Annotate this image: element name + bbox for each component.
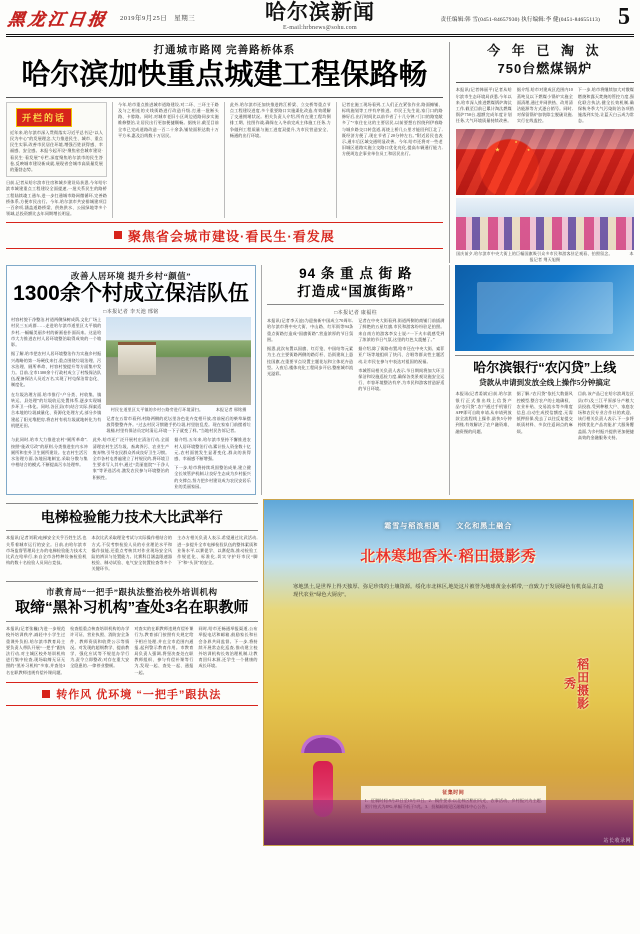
ad-bottom-gradient <box>264 800 633 845</box>
section-banner-text: 聚焦省会城市建设·看民生·看发展 <box>128 228 335 244</box>
rice-advertisement <box>263 499 634 846</box>
elevator-para-2: 本次比武采取理论考试与实际操作相结合的方式,不仅考察检验人员的专业理论水平和操作技能,还重点考核其对作业现场安全风险的辨识与处置能力。比赛科目涵盖限速器校验、制动试验、电气安全装置检查等多个关键环节。 <box>91 535 173 572</box>
flagstreet-col-1 <box>267 318 353 392</box>
star-icon <box>527 148 530 151</box>
flag-photo <box>456 129 634 195</box>
bottom-banner-text: 转作风 优环境 “一把手”跟执法 <box>56 688 222 701</box>
training-col-3 <box>134 626 193 676</box>
ad-card-title: 征集时间 <box>442 791 465 796</box>
bank-story <box>449 265 634 495</box>
boiler-headline-line2: 750台燃煤锅炉 <box>497 60 593 76</box>
bank-para-2: 据了解,“农闪贷”依托大数据风控模型,整合农户的土地确权、农业补贴、交易流水等多维度信息,自动生成授信额度,无需抵押担保,免去了以往反复提交纸质材料、多次往返网点的麻烦。 <box>516 391 573 434</box>
boiler-para-3: 下一步,哈市将继续加大对散煤燃烧和露天焚烧的管控力度,强化联合执法,健全长效机制,确保秋冬季大气污染防治各项措施落到实处,让蓝天白云成为常态。 <box>577 87 634 124</box>
boiler-rule <box>456 82 634 83</box>
training-rule-bottom <box>6 621 258 622</box>
lead-col-2 <box>118 102 219 218</box>
elevator-col-3 <box>177 535 258 572</box>
bank-col-3 <box>578 391 634 441</box>
boiler-col-1 <box>456 87 512 124</box>
elevator-columns <box>6 535 258 572</box>
village-para-6: 此外,哈市还广泛开展村庄清洁行动,全面清理农村生活垃圾、畜禽粪污、农业生产废弃物,引导农民群众养成良好卫生习惯。全市各村屯普遍建立了村规民约,将环境卫生要求写入其中,通过“美丽庭院”“干净人家”等评选活动,激发农民参与环境整治的积极性。 <box>92 437 170 480</box>
masthead-rule-thin <box>6 36 634 37</box>
page-number: 5 <box>618 4 630 30</box>
training-col-4 <box>198 626 257 676</box>
flagstreet-para-2: 据悉,此次布置以国旗、红灯笼、中国结等元素为主,在主要街路两侧的路灯杆、沿街建筑上悬挂国旗,在重要节点设置主题花坛和立体花卉造型。入夜后,楼体亮化工程同步开启,整座城市流光溢彩。 <box>266 346 354 376</box>
village-col-1 <box>11 317 101 434</box>
training-col-1 <box>6 626 65 676</box>
flagstreet-para-4: 据介绍,除了街路布置,哈市还在中央大街、索菲亚广场等地组织了快闪、合唱等群众性主题活动,让市民在参与中表达对祖国的祝福。 <box>358 346 445 364</box>
village-para-5: 与此同时,哈市大力推进农村“厕所革命”,按照“能改尽改”的原则,分类推进室内水冲厕所和室外卫生厕所建设。在农村生活污水治理方面,各地因地制宜,采取分散与集中相结合的模式,不断提高污水处理率。 <box>11 437 88 468</box>
village-col-5 <box>11 437 88 490</box>
flagstreet-headline-line2: 打造成“国旗街路” <box>297 283 415 299</box>
training-rule-top <box>6 581 258 582</box>
lead-para-4: 记者在施工现场看到,工人们正在紧张作业,路面摊铺、标线施划等工序有序推进。市民王先生说,家门口的路修好后,出行时间比以前节省了十几分钟,“门口的路宽敞多了”“家住在这的主要居民,以前要想右拐绕到伊春路与城乡路交口转盘道,再绕上桥几公里才能回到江北了,既经济方便了,现在节省了20分钟左右。”附近居民也表示,通车后区域交通明显改善。今年,哈市还将对一些老旧城区道路实施立交路口优化亮化,提高车辆通行能力,方便周边企事业单位员工和居民出行。 <box>341 101 443 157</box>
section-title: 哈尔滨新闻 <box>265 0 375 24</box>
elevator-col-1 <box>6 535 87 572</box>
bank-subhead: 贷款从申请到发放全线上操作5分钟搞定 <box>479 378 611 388</box>
celebration-photo <box>456 198 634 250</box>
lead-para-1: 日前,记者从哈尔滨市住房和城乡建设局获悉,今年哈尔滨市城建重点工程建设全面提速,一批关系民生的路桥工程陆续竣工通车,进一步打通城市路网微循环,完善路桥体系,方便市民出行。今年,哈尔滨市共安排城建项目一百余项,涵盖道路桥梁、供热供水、公园绿地等多个领域,总投资额比去年同期增长明显。 <box>6 180 107 217</box>
flag-photo-caption: 国庆前夕,哈尔滨市中央大街上的巨幅国旗吸引众多市民和游客驻足观看、拍照留念。 本报记者 荆天旭摄 <box>456 251 634 263</box>
bank-col-2 <box>517 391 573 441</box>
star-icon <box>495 147 500 152</box>
training-para-3: 对查实的在职教师违规有偿补课行为,教育部门按照有关规定给予相应处理,并在全市范围内通报,起到警示教育作用。市教育局负责人强调,将坚决查处在职教师组织、参与有偿补课等行为,发现一起、查处一起、通报一起。 <box>134 626 194 675</box>
flagstreet-para-1: 本报讯(记者李天池)为迎接新中国成立70周年,哈尔滨市将中央大街、中山路、红军街等94条重点街路打造成“国旗街路”,营造浓厚的节日氛围。 <box>266 318 354 342</box>
village-shoulder: 改善人居环境 提升乡村“颜值” <box>70 271 192 282</box>
lead-headline: 哈尔滨加快重点城建工程保路畅 <box>21 59 428 92</box>
elevator-col-2 <box>92 535 173 572</box>
village-photo <box>106 317 251 405</box>
opening-badge: 开栏的话 <box>16 108 72 127</box>
middle-section <box>6 265 634 495</box>
bank-col-1 <box>455 391 511 441</box>
bank-para-1: 本报讯(记者姜斌)日前,哈尔滨银行正式推出线上信贷产品“农闪贷”,农户通过手机银行APP即可自助申请,从申请到放款全流程线上操作,最快5分钟到账,有效解决了农户融资难、融资慢的问题。 <box>455 391 512 434</box>
lead-col-3 <box>230 102 331 218</box>
village-photo-col <box>106 317 251 434</box>
flagstreet-headline-line1: 94 条 重 点 街 路 <box>299 266 413 282</box>
training-headline: 取缔“黑补习机构”查处3名在职教师 <box>15 598 249 616</box>
lead-para-2: 今年,哈市重点推进城市道路建设,对二环、三环主干路及与之相连的支线街路进行改造升级,打通一批断头路、卡脖路。同时,对城市老旧小区周边道路同步实施维修整治,让居民出行更加便捷顺畅。据统计,截至目前全市已完成道路改造一百二十余条,铺装面积达数十万平方米,惠及沿线数十万居民。 <box>117 101 219 138</box>
village-para-1: 村容村貌干净整洁,村道两侧绿树成荫,文化广场上村民三五成群……走进哈尔滨市道里区太平镇的乡村,一幅幅美丽乡村的新画卷扑面而来。这是哈市大力推进农村人居环境整治取得成效的一个缩影。 <box>11 317 102 348</box>
elevator-rule-bottom <box>6 530 258 531</box>
bank-columns <box>455 391 634 441</box>
flagstreet-rule <box>267 304 445 305</box>
village-photo-caption: 村民在道里区太平镇的乡村公路旁进行环境清扫。 本报记者 邢铭摄 <box>110 406 247 412</box>
village-para-7: 据介绍,五年来,哈尔滨市坚持不懈推进农村人居环境整治行动,累计投入资金数十亿元,农村面貌发生显著变化,群众的获得感、幸福感不断增强。 <box>174 437 251 462</box>
village-para-4: 记者在五常市看到,村路两侧的花坛里各色花卉竞相开放,房前屋后的柴草垛摆放得整整齐齐。“过去村民习惯随手扔垃圾,村里脏乱差。现在家家门前摆着垃圾桶,村里有保洁员定时清运,环境一下子就变了样。”当地村民告诉记者。 <box>106 415 251 434</box>
flag-street-story <box>261 265 445 495</box>
lead-para-3: 此外,哈尔滨市还加快推进跨江桥梁、立交桥等重点节点工程建设进度,多个重要路口实施渠化改造,有效缓解了交通拥堵状况。相关负责人介绍,所有在建工程均倒排工期、挂图作战,确保在入冬前完成主体施工任务,力争做到工程质量与施工进度双提升,为市民营造安全、畅通的出行环境。 <box>229 101 331 138</box>
training-para-2: 检查组重点核查培训机构的办学许可证、营业执照、消防安全条件、教师资质和收费公示等情况。对发现的超纲教学、提前教学、强化应试等不规范办学行为,责令立即整改;对存在重大安全隐患的,一律停业整顿。 <box>70 626 130 669</box>
newspaper-logo: 黑龙江日报 <box>6 9 110 29</box>
training-shoulder: 市教育局“一把手”跟执法整治校外培训机构 <box>46 586 218 597</box>
village-para-2: 据了解,哈市把农村人居环境整治作为实施乡村振兴战略的第一场硬仗来打,重点围绕垃圾治理、污水治理、厕所革命、村容村貌提升等方面集中发力。目前,全市1300余个行政村成立了村级保洁队伍,配备保洁人员近万名,实现了村屯保洁常态化、制度化。 <box>11 351 102 388</box>
village-col-7 <box>174 437 251 490</box>
elevator-headline: 电梯检验能力技术大比武举行 <box>40 509 223 526</box>
boiler-col-2 <box>517 87 573 124</box>
ad-paragraph: 寒地黑土,是世界上得天独厚、弥足珍贵的土壤资源。绥化市北林区,地处这片被誉为地球黄金水稻带,一直致力于发展绿色有机食品,打造现代农业“绿色大厨房”。 <box>293 583 604 599</box>
elevator-rule-top <box>6 503 258 504</box>
star-icon <box>515 140 518 143</box>
bottom-banner <box>6 682 258 706</box>
elevator-para-3: 主办方相关负责人表示,希望通过比武活动,进一步提升全市电梯检验队伍的整体素质和业务水平,以赛促学、以赛促练,推动检验工作规范化、标准化,切实守护好市民“脚下”和“头顶”的安全。 <box>177 535 258 566</box>
lead-columns <box>6 102 443 218</box>
village-columns-bottom <box>11 437 251 490</box>
banner-square-icon <box>42 690 50 698</box>
ad-ribbon-text: 霜雪与稻浪相遇 文化和黑土融合 <box>384 521 513 530</box>
bank-para-3: 目前,该产品已在哈尔滨周边区县(市)及三江平原部分产粮大县投放,受到种粮大户、家庭农场和农民专业合作社的欢迎。该行相关负责人表示,下一步将持续优化产品功能,扩大服务覆盖面,为乡村振兴提供更加便捷高效的金融服务支持。 <box>577 391 634 440</box>
ad-vertical-title: 稻田摄影秀 <box>562 657 590 710</box>
publication-date: 2019年9月25日 星期三 <box>120 14 196 22</box>
bottom-left-column <box>6 499 258 846</box>
opening-text: 近年来,哈尔滨市深入贯彻落实习近平总书记“以人民为中心”的发展理念,大力推进民生、城市、重点民生实事,改善市民居住环境,增强百姓获得感、幸福感、安全感。本报今起开设“聚焦省会城市建设·看民生·看发展”专栏,深度聚焦哈尔滨市的民生答卷,反映城市建设新成就,展现省会城市高质量发展的蓬勃态势。 <box>10 129 103 172</box>
village-story <box>6 265 256 495</box>
boiler-headline-line1: 今 年 已 淘 汰 <box>487 43 603 59</box>
lead-story <box>6 42 443 263</box>
flagstreet-columns <box>267 318 445 392</box>
village-para-8: 下一步,哈市将持续巩固整治成果,建立健全长效管护机制,让良好生态成为乡村振兴的支撑点,努力把乡村建设成为农民安居乐业的美丽家园。 <box>174 465 251 489</box>
training-col-2 <box>70 626 129 676</box>
bank-headline: 哈尔滨银行“农闪贷”上线 <box>473 360 617 376</box>
top-section <box>6 42 634 263</box>
flagstreet-para-5: 市城管局相关负责人表示,节日期间将加大环卫保洁和设施巡检力度,确保各类景观设施安全运行、市容环境整洁有序,为市民和游客营造舒适的节日环境。 <box>358 367 445 392</box>
umbrella-icon <box>301 735 345 753</box>
training-para-1: 本报讯(记者张巍)为进一步规范校外培训秩序,减轻中小学生过重课外负担,哈尔滨市教育局主要负责人带队开展“一把手”跟执法行动,对主城区校外培训机构进行集中检查,现场取缔无证无照的“黑补习机构”多家,并查处3名在职教师违规有偿补课问题。 <box>6 626 66 675</box>
opening-remarks-box <box>6 102 107 178</box>
boiler-col-3 <box>578 87 634 124</box>
bank-photo <box>455 265 634 351</box>
watermark: 站长收录网 <box>603 839 631 845</box>
training-para-4: 同时,哈市还畅通举报渠道,公布举报电话和邮箱,鼓励家长和社会各界共同监督。下一步,将持续开展常态化巡查,推动建立校外培训机构长效治理机制,让教育回归本源,还学生一个健康的成长环境。 <box>198 626 258 669</box>
village-col-6 <box>93 437 170 490</box>
ad-title: 北林寒地香米·稻田摄影秀 <box>360 547 537 565</box>
lead-col-1 <box>6 102 107 218</box>
boiler-columns <box>456 87 634 124</box>
col-divider <box>336 102 337 218</box>
banner-square-icon <box>114 231 122 239</box>
section-banner <box>6 222 443 249</box>
masthead <box>6 0 634 34</box>
boiler-para-2: 据介绍,哈市对建成区范围内10蒸吨及以下燃煤小锅炉实施全面清理,通过并网供热、改用清洁能源等方式逐台销号。同时,对保留锅炉加装除尘脱硫设施,实行在线监控。 <box>516 87 573 124</box>
elevator-para-1: 本报讯(记者刘莉)电梯安全关乎百姓生活,也关系着城市运行的安全。日前,由哈尔滨市市场监督管理局主办的电梯检验能力技术大比武在哈举行,来自全市各特种设备检验机构的数十名检验人员同台竞技。 <box>6 535 87 566</box>
lead-rule <box>6 97 443 98</box>
masthead-rule <box>6 34 634 35</box>
training-columns <box>6 626 258 676</box>
village-columns-top <box>11 317 251 434</box>
village-headline: 1300余个村成立保洁队伍 <box>13 282 249 306</box>
flagstreet-para-3: 记者在中央大街看到,街道两侧的商铺门前插满了鲜艳的五星红旗,市民和游客纷纷驻足拍照。来自南方的游客李女士说:“一下火车就感受到了浓浓的节日气氛,这里的红色太震撼了。” <box>358 318 445 342</box>
section-title-block <box>265 2 375 31</box>
boiler-story <box>449 42 634 263</box>
lead-col-4 <box>342 102 443 218</box>
flagstreet-byline: □本报记者 康福柱 <box>334 311 378 317</box>
section-email: E-mail:hrbnews@sohu.com <box>283 25 357 31</box>
village-byline: □本报记者 李天池 邢铭 <box>103 310 159 316</box>
bottom-section <box>6 499 634 846</box>
col-divider <box>112 102 113 218</box>
editor-credits: 责任编辑:韩 雪(0451-84657930) 执行编辑:李 健(0451-84655113) <box>440 17 600 23</box>
flagstreet-col-2 <box>358 318 444 392</box>
col-divider <box>224 102 225 218</box>
village-para-3: 在垃圾治理方面,哈市推行“户分类、村收集、镇转运、县处理”的垃圾收运处置体系,逐步实现城乡环卫一体化。同时,各区县(市)结合实际,探索适合本地的垃圾减量化、资源化处理方式,部分乡镇建起了阳光堆肥房,将农村有机垃圾就地转化为有机肥还田。 <box>11 391 102 428</box>
bank-rule-top <box>455 355 634 356</box>
lead-shoulder: 打通城市路网 完善路桥体系 <box>153 45 296 57</box>
boiler-para-1: 本报讯(记者韩丽平)记者从哈尔滨市生态环境局获悉,今年以来,哈市深入推进燃煤锅炉淘汰工作,截至目前已累计淘汰燃煤锅炉750台,超额完成年度计划任务,大气环境质量持续改善。 <box>455 87 512 124</box>
